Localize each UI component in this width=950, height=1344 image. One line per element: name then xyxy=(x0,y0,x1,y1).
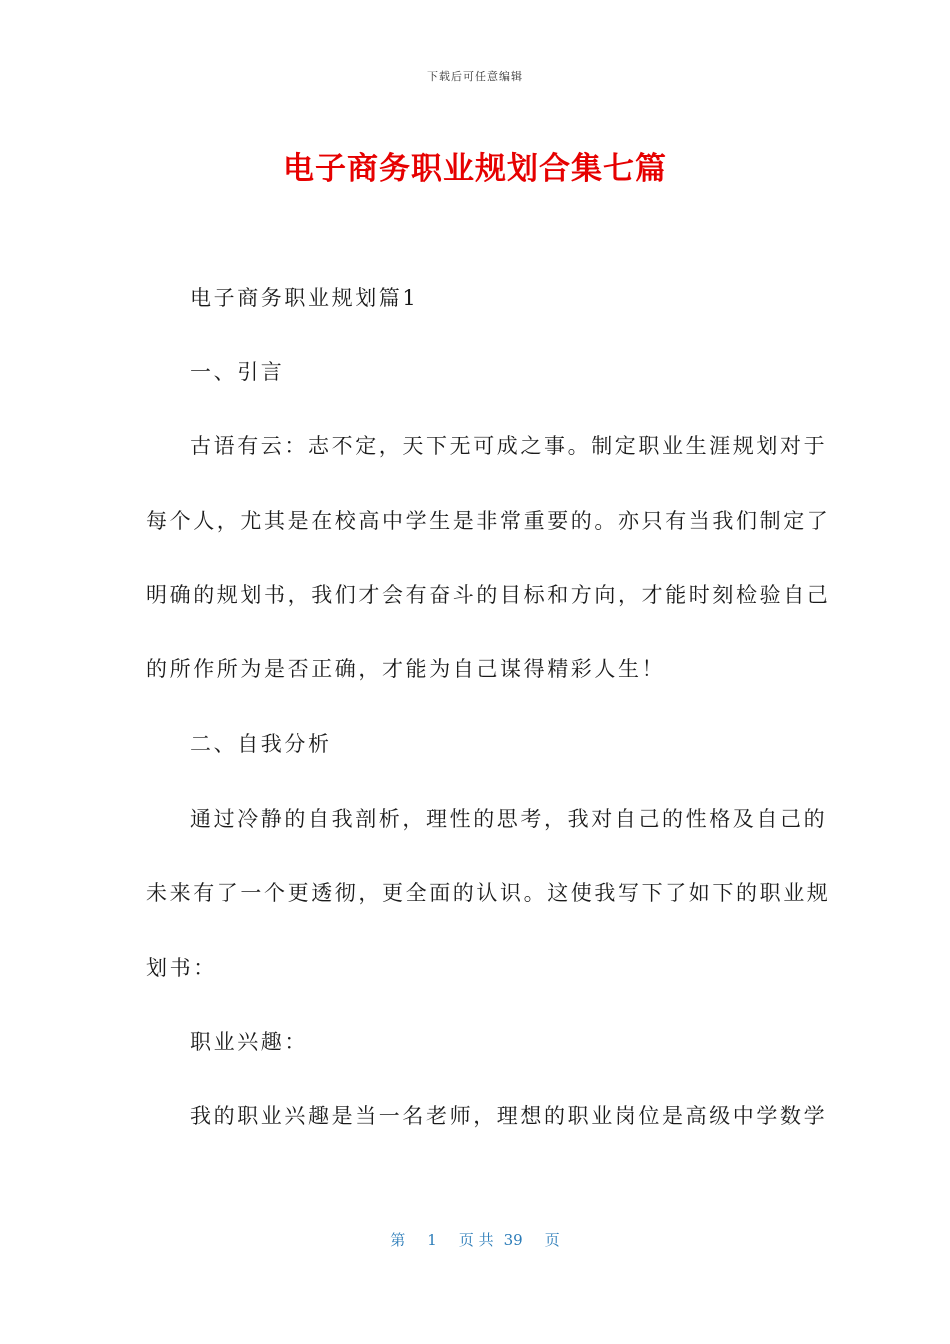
section-heading: 职业兴趣： xyxy=(190,1030,308,1054)
section-heading: 二、自我分析 xyxy=(190,732,332,756)
page-footer xyxy=(0,1229,950,1250)
paragraph-line: 古语有云：志不定，天下无可成之事。制定职业生涯规划对于 xyxy=(190,434,828,458)
paragraph-line: 的所作所为是否正确，才能为自己谋得精彩人生！ xyxy=(146,657,666,681)
footer-prefix: 第 xyxy=(390,1231,406,1249)
footer-current-page: 1 xyxy=(427,1231,437,1249)
paragraph-line: 每个人，尤其是在校高中学生是非常重要的。亦只有当我们制定了 xyxy=(146,509,831,533)
footer-total-pages: 39 xyxy=(503,1231,523,1249)
section-heading: 电子商务职业规划篇1 xyxy=(190,286,419,310)
header-note: 下载后可任意编辑 xyxy=(427,70,523,83)
footer-middle: 页 共 xyxy=(458,1231,494,1249)
paragraph-line: 未来有了一个更透彻，更全面的认识。这使我写下了如下的职业规 xyxy=(146,881,831,905)
paragraph-line: 明确的规划书，我们才会有奋斗的目标和方向，才能时刻检验自己 xyxy=(146,583,831,607)
section-heading: 一、引言 xyxy=(190,360,285,384)
footer-suffix: 页 xyxy=(544,1231,560,1249)
document-title: 电子商务职业规划合集七篇 xyxy=(283,151,667,187)
paragraph-line: 通过冷静的自我剖析，理性的思考，我对自己的性格及自己的 xyxy=(190,807,828,831)
paragraph-line: 我的职业兴趣是当一名老师，理想的职业岗位是高级中学数学 xyxy=(190,1104,828,1128)
paragraph-line: 划书： xyxy=(146,956,217,980)
